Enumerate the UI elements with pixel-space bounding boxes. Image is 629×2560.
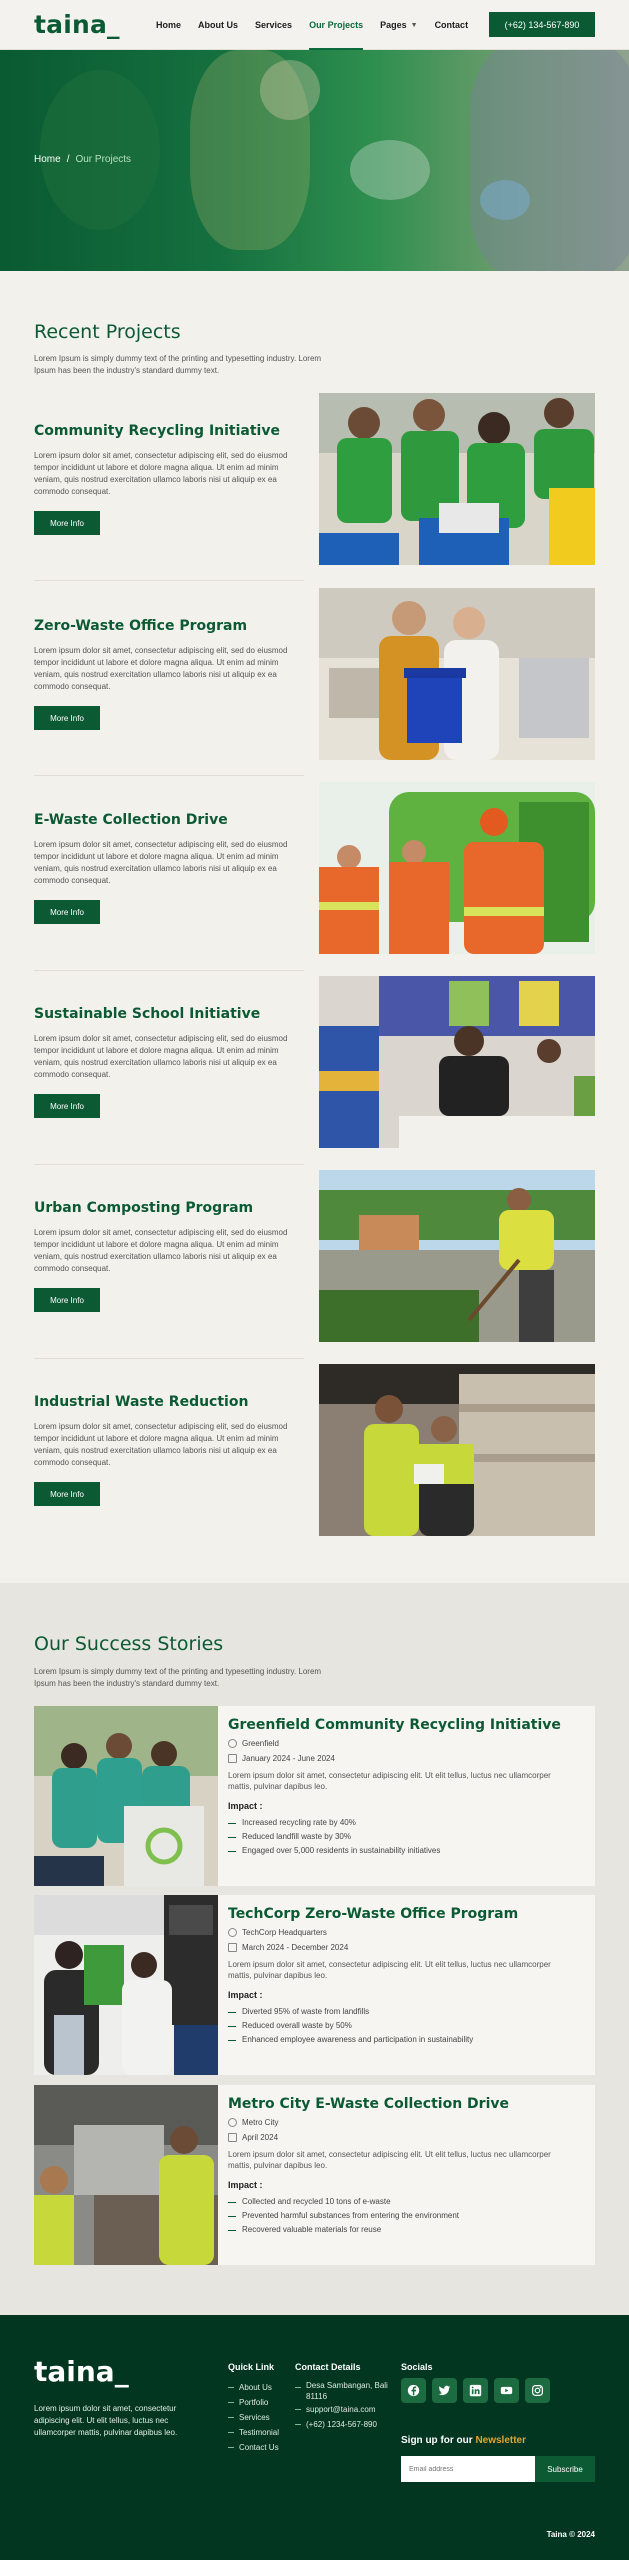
story-location [228, 1739, 588, 1748]
dash-icon [295, 2409, 301, 2410]
impact-item [228, 2033, 588, 2047]
projects-desc: Lorem Ipsum is simply dummy text of the printing and typesetting industry. Lorem Ipsum has been the industry's standard dummy text. [34, 354, 322, 375]
divider [34, 580, 304, 581]
impact-label: Impact : [228, 1990, 263, 2000]
subscribe-button[interactable]: Subscribe [535, 2456, 595, 2482]
project-card [34, 1364, 595, 1536]
newsletter-heading [401, 2435, 526, 2446]
story-photo-ewaste [34, 2085, 218, 2265]
contact-text: (+62) 1234-567-890 [306, 2420, 377, 2429]
divider [34, 1164, 304, 1165]
impact-list [228, 1816, 588, 1858]
story-location-text: Metro City [242, 2118, 279, 2127]
story-location [228, 2118, 588, 2127]
newsletter-highlight: Newsletter [475, 2435, 527, 2446]
divider [34, 775, 304, 776]
dash-icon [295, 2387, 301, 2388]
instagram-icon[interactable] [525, 2378, 550, 2403]
project-card [34, 588, 595, 760]
more-info-button[interactable]: More Info [34, 1094, 100, 1118]
project-image [319, 782, 595, 954]
nav-pages-label: Pages [380, 20, 407, 30]
project-desc: Lorem ipsum dolor sit amet, consectetur adipiscing elit, sed do eiusmod tempor incididunt ut labore et dolore magna aliqua. Ut enim ad minim veniam, quis nostrud exercitation ullamco laboris nisi ut aliquip ex ea commodo consequat. [34, 1228, 288, 1273]
project-card [34, 782, 595, 954]
more-info-button[interactable]: More Info [34, 1482, 100, 1506]
story-date [228, 2133, 588, 2142]
impact-item [228, 2223, 588, 2237]
stories-desc: Lorem Ipsum is simply dummy text of the printing and typesetting industry. Lorem Ipsum has been the industry's standard dummy text. [34, 1667, 322, 1688]
dash-icon [228, 2447, 234, 2448]
hero-photo-hands [350, 140, 430, 200]
project-image [319, 393, 595, 565]
location-icon [228, 1928, 237, 1937]
dash-icon [228, 2216, 236, 2217]
footer-link-label: About Us [239, 2383, 272, 2392]
breadcrumb-current: Our Projects [75, 154, 132, 165]
nav-about-label: About Us [198, 20, 239, 30]
impact-item [228, 2019, 588, 2033]
project-card [34, 393, 595, 565]
project-photo-industrial [319, 1364, 595, 1536]
project-photo-school [319, 976, 595, 1148]
story-title: Metro City E-Waste Collection Drive [228, 2096, 509, 2112]
project-image [319, 588, 595, 760]
impact-item [228, 1830, 588, 1844]
story-date [228, 1754, 588, 1763]
story-image [34, 2085, 218, 2265]
more-info-button[interactable]: More Info [34, 1288, 100, 1312]
impact-text: Recovered valuable materials for reuse [242, 2225, 382, 2234]
chevron-down-icon: ▼ [410, 21, 418, 29]
nav-home-label: Home [156, 20, 182, 30]
footer-desc: Lorem ipsum dolor sit amet, consectetur adipiscing elit. Ut elit tellus, luctus nec ullamcorper mattis, pulvinar dapibus leo. [34, 2404, 178, 2437]
socials-title: Socials [401, 2362, 433, 2372]
contact-address [295, 2380, 390, 2402]
impact-text: Diverted 95% of waste from landfills [242, 2007, 370, 2016]
phone-button[interactable]: (+62) 134-567-890 [489, 12, 595, 37]
impact-text: Reduced overall waste by 50% [242, 2021, 352, 2030]
impact-text: Prevented harmful substances from entering the environment [242, 2211, 460, 2220]
project-photo-waste-truck [319, 782, 595, 954]
youtube-glyph [500, 2384, 513, 2397]
more-info-button[interactable]: More Info [34, 706, 100, 730]
dash-icon [228, 2432, 234, 2433]
project-title: E-Waste Collection Drive [34, 812, 228, 828]
impact-text: Enhanced employee awareness and participation in sustainability [242, 2035, 474, 2044]
story-body [228, 2085, 588, 2237]
story-date [228, 1943, 588, 1952]
nav-pages[interactable] [380, 0, 417, 50]
project-image [319, 1170, 595, 1342]
footer-link-label: Portfolio [239, 2398, 269, 2407]
nav-contact-label: Contact [434, 20, 469, 30]
project-desc: Lorem ipsum dolor sit amet, consectetur adipiscing elit, sed do eiusmod tempor incididunt ut labore et dolore magna aliqua. Ut enim ad minim veniam, quis nostrud exercitation ullamco laboris nisi ut aliquip ex ea commodo consequat. [34, 840, 288, 885]
impact-text: Reduced landfill waste by 30% [242, 1832, 351, 1841]
dash-icon [228, 2402, 234, 2403]
project-card [34, 1170, 595, 1342]
dash-icon [228, 2417, 234, 2418]
project-photo-office [319, 588, 595, 760]
project-image [319, 1364, 595, 1536]
project-photo-recycling [319, 393, 595, 565]
nav-our-projects[interactable] [309, 0, 363, 50]
story-body [228, 1895, 588, 2047]
dash-icon [228, 2012, 236, 2013]
project-desc: Lorem ipsum dolor sit amet, consectetur adipiscing elit, sed do eiusmod tempor incididunt ut labore et dolore magna aliqua. Ut enim ad minim veniam, quis nostrud exercitation ullamco laboris nisi ut aliquip ex ea commodo consequat. [34, 451, 288, 496]
impact-list [228, 2005, 588, 2047]
project-desc: Lorem ipsum dolor sit amet, consectetur adipiscing elit, sed do eiusmod tempor incididunt ut labore et dolore magna aliqua. Ut enim ad minim veniam, quis nostrud exercitation ullamco laboris nisi ut aliquip ex ea commodo consequat. [34, 1034, 288, 1079]
impact-list [228, 2195, 588, 2237]
social-links [401, 2378, 550, 2403]
dash-icon [228, 1837, 236, 1838]
linkedin-glyph [469, 2384, 482, 2397]
nav-projects-label: Our Projects [309, 20, 364, 30]
site-header [0, 0, 629, 50]
hero-banner [0, 50, 629, 271]
footer-link-portfolio[interactable] [228, 2395, 279, 2410]
project-title: Community Recycling Initiative [34, 423, 280, 439]
facebook-glyph [407, 2384, 420, 2397]
copyright: Taina © 2024 [546, 2530, 595, 2539]
story-date-text: March 2024 - December 2024 [242, 1943, 349, 1952]
breadcrumb [34, 154, 131, 165]
logo[interactable]: taina_ [34, 10, 120, 39]
dash-icon [228, 2230, 236, 2231]
dash-icon [228, 1851, 236, 1852]
calendar-icon [228, 1754, 237, 1763]
story-date-text: April 2024 [242, 2133, 279, 2142]
newsletter-prefix: Sign up for our [401, 2435, 473, 2446]
story-desc: Lorem ipsum dolor sit amet, consectetur adipiscing elit. Ut elit tellus, luctus nec ullamcorper mattis, pulvinar dapibus leo. [228, 1771, 551, 1791]
story-photo-recycling [34, 1706, 218, 1886]
breadcrumb-home[interactable]: Home [34, 154, 61, 165]
dash-icon [228, 2202, 236, 2203]
story-location-text: TechCorp Headquarters [242, 1928, 327, 1937]
story-title: TechCorp Zero-Waste Office Program [228, 1906, 519, 1922]
story-desc: Lorem ipsum dolor sit amet, consectetur adipiscing elit. Ut elit tellus, luctus nec ullamcorper mattis, pulvinar dapibus leo. [228, 2150, 551, 2170]
divider [34, 1358, 304, 1359]
breadcrumb-separator: / [66, 154, 70, 165]
nav-services[interactable] [255, 0, 292, 50]
calendar-icon [228, 2133, 237, 2142]
dash-icon [228, 2040, 236, 2041]
nav-about-us[interactable] [198, 0, 238, 50]
linkedin-icon[interactable] [463, 2378, 488, 2403]
impact-item [228, 2195, 588, 2209]
contact-email[interactable] [295, 2402, 390, 2417]
dash-icon [295, 2424, 301, 2425]
more-info-button[interactable]: More Info [34, 511, 100, 535]
project-title: Sustainable School Initiative [34, 1006, 261, 1022]
footer-link-services[interactable] [228, 2410, 279, 2425]
twitter-icon[interactable] [432, 2378, 457, 2403]
story-photo-office [34, 1895, 218, 2075]
footer-logo[interactable]: taina_ [34, 2355, 129, 2388]
story-location-text: Greenfield [242, 1739, 279, 1748]
story-location [228, 1928, 588, 1937]
project-title: Zero-Waste Office Program [34, 618, 248, 634]
dash-icon [228, 1823, 236, 1824]
twitter-glyph [438, 2384, 451, 2397]
footer-link-about[interactable] [228, 2380, 279, 2395]
facebook-icon[interactable] [401, 2378, 426, 2403]
stories-title: Our Success Stories [34, 1633, 224, 1655]
hero-photo-figure [40, 70, 160, 230]
project-desc: Lorem ipsum dolor sit amet, consectetur adipiscing elit, sed do eiusmod tempor incididunt ut labore et dolore magna aliqua. Ut enim ad minim veniam, quis nostrud exercitation ullamco laboris nisi ut aliquip ex ea commodo consequat. [34, 1422, 288, 1467]
project-title: Urban Composting Program [34, 1200, 254, 1216]
footer-link-testimonial[interactable] [228, 2425, 279, 2440]
hero-photo-bottle [480, 180, 530, 220]
contact-title: Contact Details [295, 2362, 361, 2372]
impact-text: Collected and recycled 10 tons of e-waste [242, 2197, 391, 2206]
contact-text: Desa Sambangan, Bali 81116 [306, 2381, 388, 2401]
newsletter-email-input[interactable] [401, 2456, 535, 2482]
story-card [34, 2085, 595, 2265]
divider [34, 970, 304, 971]
nav-home[interactable] [156, 0, 181, 50]
main-nav [156, 0, 485, 50]
contact-text: support@taina.com [306, 2405, 376, 2414]
story-card [34, 1895, 595, 2075]
contact-phone[interactable] [295, 2417, 390, 2432]
more-info-button[interactable]: More Info [34, 900, 100, 924]
project-image [319, 976, 595, 1148]
impact-item [228, 2005, 588, 2019]
contact-details [295, 2380, 390, 2432]
site-footer [0, 2315, 629, 2560]
instagram-glyph [531, 2384, 544, 2397]
dash-icon [228, 2026, 236, 2027]
impact-item [228, 2209, 588, 2223]
quick-links [228, 2380, 279, 2455]
story-title: Greenfield Community Recycling Initiative [228, 1717, 561, 1733]
footer-link-label: Contact Us [239, 2443, 279, 2452]
impact-label: Impact : [228, 2180, 263, 2190]
story-image [34, 1706, 218, 1886]
impact-text: Increased recycling rate by 40% [242, 1818, 356, 1827]
footer-link-label: Testimonial [239, 2428, 280, 2437]
impact-item [228, 1844, 588, 1858]
story-desc: Lorem ipsum dolor sit amet, consectetur adipiscing elit. Ut elit tellus, luctus nec ullamcorper mattis, pulvinar dapibus leo. [228, 1960, 551, 1980]
project-title: Industrial Waste Reduction [34, 1394, 249, 1410]
impact-text: Engaged over 5,000 residents in sustainability initiatives [242, 1846, 441, 1855]
hero-photo-figure [470, 50, 629, 271]
impact-label: Impact : [228, 1801, 263, 1811]
location-icon [228, 1739, 237, 1748]
impact-item [228, 1816, 588, 1830]
footer-link-contact[interactable] [228, 2440, 279, 2455]
projects-title: Recent Projects [34, 321, 181, 343]
footer-link-label: Services [239, 2413, 270, 2422]
youtube-icon[interactable] [494, 2378, 519, 2403]
hero-photo-face [260, 60, 320, 120]
project-photo-composting [319, 1170, 595, 1342]
dash-icon [228, 2387, 234, 2388]
quick-link-title: Quick Link [228, 2362, 275, 2372]
nav-services-label: Services [255, 20, 293, 30]
story-card [34, 1706, 595, 1886]
story-body [228, 1706, 588, 1858]
project-card [34, 976, 595, 1148]
location-icon [228, 2118, 237, 2127]
story-date-text: January 2024 - June 2024 [242, 1754, 335, 1763]
story-image [34, 1895, 218, 2075]
nav-contact[interactable] [435, 0, 469, 50]
calendar-icon [228, 1943, 237, 1952]
project-desc: Lorem ipsum dolor sit amet, consectetur adipiscing elit, sed do eiusmod tempor incididunt ut labore et dolore magna aliqua. Ut enim ad minim veniam, quis nostrud exercitation ullamco laboris nisi ut aliquip ex ea commodo consequat. [34, 646, 288, 691]
